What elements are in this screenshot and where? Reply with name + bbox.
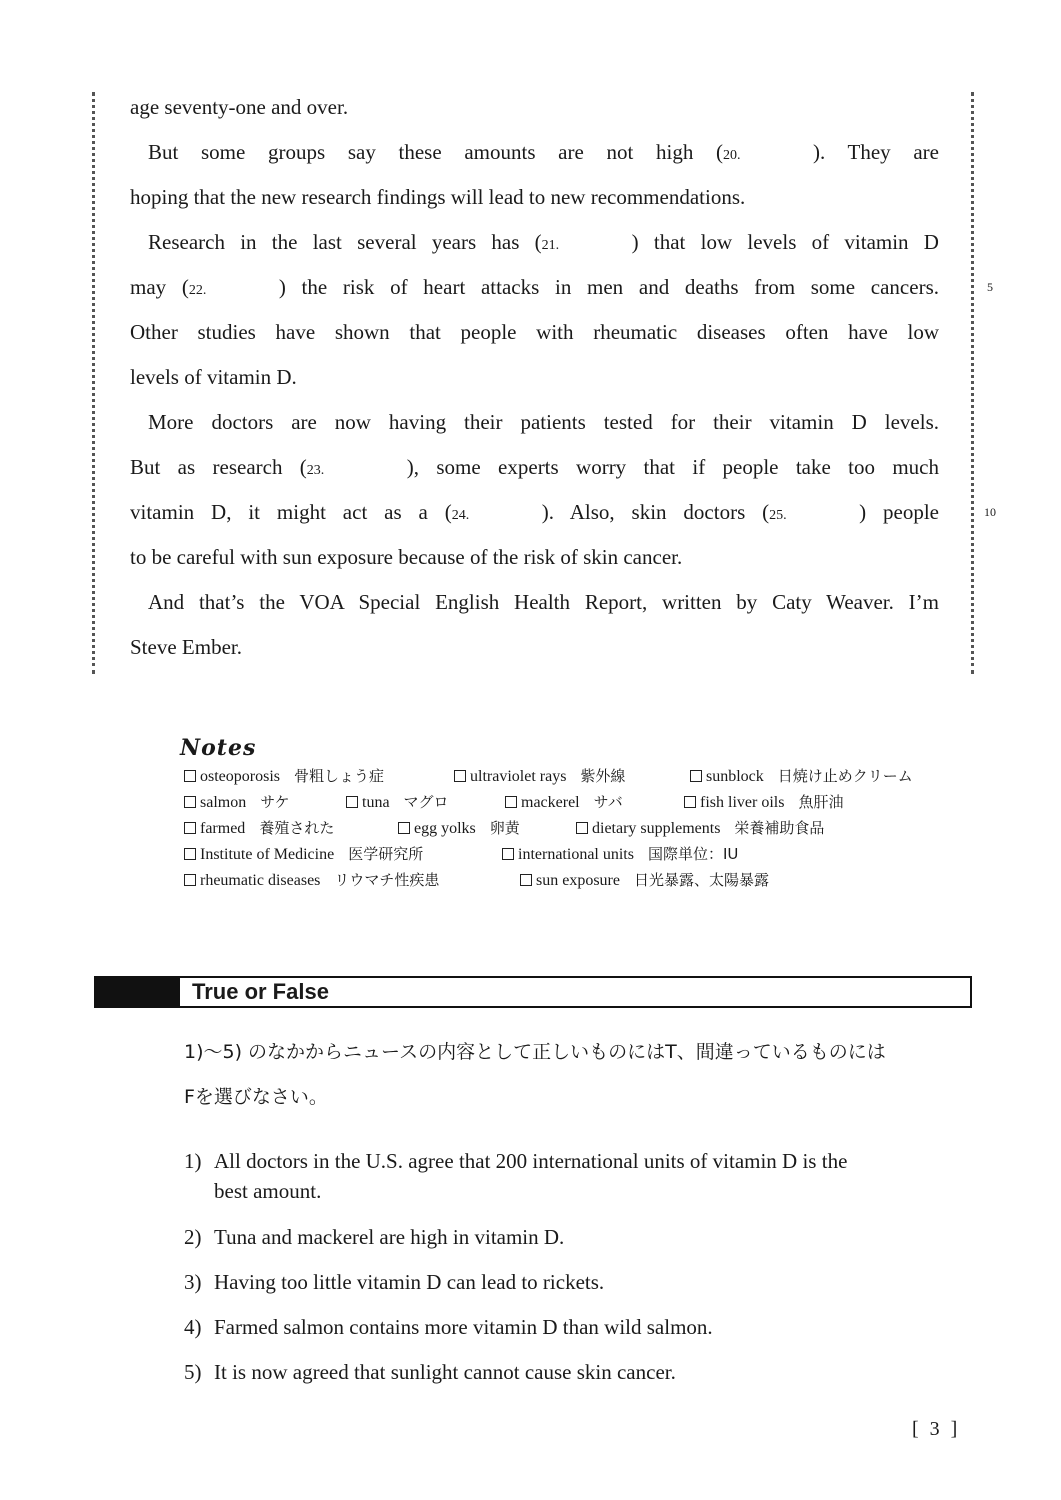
passage-line: hoping that the new research findings will lead to new recommendations. — [130, 185, 746, 209]
checkbox-icon[interactable] — [184, 770, 196, 782]
passage-line: More doctors are now having their patients tested for their vitamin D levels. — [148, 410, 939, 434]
passage-line: to be careful with sun exposure because of the risk of skin cancer. — [130, 545, 683, 569]
question-number: 3) — [184, 1270, 202, 1294]
note-item: farmed 養殖された — [184, 815, 334, 842]
notes-row — [180, 867, 980, 893]
blank-number: 21. — [541, 238, 560, 253]
notes-row — [180, 815, 980, 841]
checkbox-icon[interactable] — [502, 848, 514, 860]
checkbox-icon[interactable] — [346, 796, 358, 808]
checkbox-icon[interactable] — [505, 796, 517, 808]
passage-line: But some groups say these amounts are not high (20. ). They are — [148, 140, 939, 164]
checkbox-icon[interactable] — [184, 848, 196, 860]
question-text: Having too little vitamin D can lead to rickets. — [214, 1270, 605, 1294]
line-number: 5 — [987, 280, 993, 294]
question-item — [184, 1222, 974, 1252]
checkbox-icon[interactable] — [398, 822, 410, 834]
note-item: tuna マグロ — [346, 789, 449, 816]
note-item: ultraviolet rays 紫外線 — [454, 763, 625, 790]
question-item — [184, 1146, 974, 1206]
question-number: 4) — [184, 1315, 202, 1339]
question-item — [184, 1357, 974, 1387]
note-item: mackerel サバ — [505, 789, 623, 816]
passage-line: But as research (23. ), some experts worry that if people take too much — [130, 455, 939, 479]
notes-row — [180, 763, 980, 789]
checkbox-icon[interactable] — [454, 770, 466, 782]
passage-line: vitamin D, it might act as a (24. ). Also, skin doctors (25. ) people — [130, 500, 939, 524]
checkbox-icon[interactable] — [184, 822, 196, 834]
question-number: 2) — [184, 1225, 202, 1249]
passage-line: Steve Ember. — [130, 635, 242, 659]
reading-passage — [92, 92, 996, 674]
note-item: osteoporosis 骨粗しょう症 — [184, 763, 384, 790]
question-number: 1) — [184, 1149, 202, 1173]
blank-number: 22. — [188, 283, 207, 298]
instruction-text: 1)～5) のなかからニュースの内容として正しいものにはT、間違っているものには — [184, 1041, 886, 1063]
note-item: rheumatic diseases リウマチ性疾患 — [184, 867, 439, 894]
question-text: Tuna and mackerel are high in vitamin D. — [214, 1225, 565, 1249]
question-text: All doctors in the U.S. agree that 200 international units of vitamin D is the — [214, 1149, 848, 1173]
passage-line: Research in the last several years has (21. ) that low levels of vitamin D — [148, 230, 939, 254]
blank-number: 23. — [306, 463, 325, 478]
notes-row — [180, 841, 980, 867]
question-text: Farmed salmon contains more vitamin D than wild salmon. — [214, 1315, 713, 1339]
checkbox-icon[interactable] — [520, 874, 532, 886]
blank-number: 20. — [723, 148, 741, 163]
checkbox-icon[interactable] — [576, 822, 588, 834]
section-title: True or False — [192, 979, 329, 1004]
passage-line: levels of vitamin D. — [130, 365, 297, 389]
note-item: salmon サケ — [184, 789, 290, 816]
question-number: 5) — [184, 1360, 202, 1384]
note-item: international units 国際単位：IU — [502, 841, 738, 868]
blank-number: 24. — [451, 508, 470, 523]
note-item: egg yolks 卵黄 — [398, 815, 520, 842]
header-black-tab — [96, 978, 180, 1006]
note-item: sun exposure 日光暴露、太陽暴露 — [520, 867, 769, 894]
notes-row — [180, 789, 980, 815]
question-item — [184, 1312, 974, 1342]
note-item: Institute of Medicine 医学研究所 — [184, 841, 423, 868]
passage-line: age seventy-one and over. — [130, 95, 349, 119]
question-item — [184, 1267, 974, 1297]
notes-title: Notes — [180, 735, 257, 761]
checkbox-icon[interactable] — [690, 770, 702, 782]
note-item: fish liver oils 魚肝油 — [684, 789, 843, 816]
passage-line: may (22. ) the risk of heart attacks in men and deaths from some cancers. — [130, 275, 939, 299]
true-false-header — [94, 976, 972, 1008]
note-item: sunblock 日焼け止めクリーム — [690, 763, 913, 790]
notes-section — [180, 735, 980, 893]
passage-line: Other studies have shown that people with rheumatic diseases often have low — [130, 320, 939, 344]
checkbox-icon[interactable] — [184, 796, 196, 808]
question-text: best amount. — [214, 1179, 322, 1203]
checkbox-icon[interactable] — [184, 874, 196, 886]
line-number: 10 — [984, 505, 996, 519]
checkbox-icon[interactable] — [684, 796, 696, 808]
passage-line: And that’s the VOA Special English Health Report, written by Caty Weaver. I’m — [148, 590, 939, 614]
question-text: It is now agreed that sunlight cannot cause skin cancer. — [214, 1360, 676, 1384]
blank-number: 25. — [769, 508, 787, 523]
page-number: [ 3 ] — [912, 1418, 961, 1440]
note-item: dietary supplements 栄養補助食品 — [576, 815, 824, 842]
instruction-text: Fを選びなさい。 — [184, 1086, 328, 1108]
